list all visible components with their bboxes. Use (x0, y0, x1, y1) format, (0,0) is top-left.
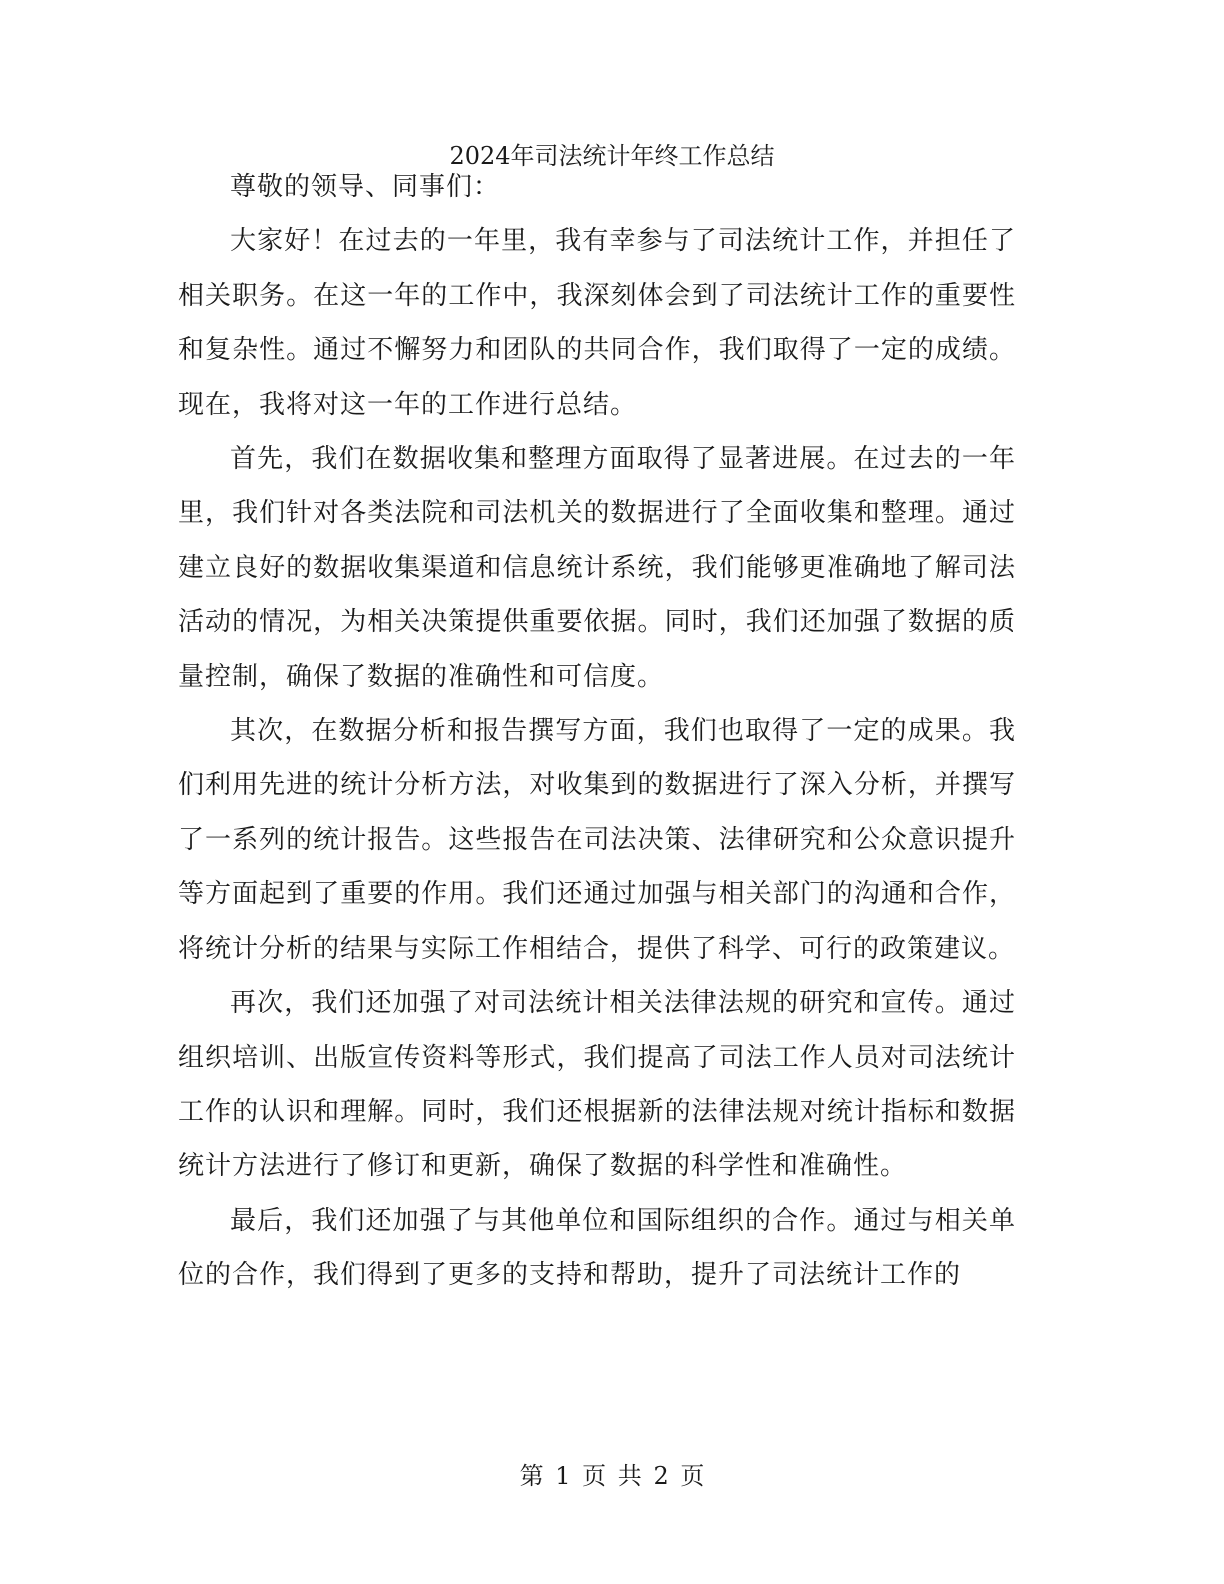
page-number-footer: 第 1 页 共 2 页 (519, 1462, 705, 1490)
salutation: 尊敬的领导、同事们： (230, 172, 501, 202)
paragraph-4: 再次，我们还加强了对司法统计相关法律法规的研究和宣传。通过组织培训、出版宣传资料等形式，我们提高了司法工作人员对司法统计工作的认识和理解。同时，我们还根据新的法律法规对统计指标和数据统计方法进行了修订和更新，确保了数据的科学性和准确性。 (178, 988, 1016, 1182)
paragraph-5: 最后，我们还加强了与其他单位和国际组织的合作。通过与相关单位的合作，我们得到了更多的支持和帮助，提升了司法统计工作的 (178, 1205, 1016, 1291)
paragraph-3: 其次，在数据分析和报告撰写方面，我们也取得了一定的成果。我们利用先进的统计分析方法，对收集到的数据进行了深入分析，并撰写了一系列的统计报告。这些报告在司法决策、法律研究和公众意识提升等方面起到了重要的作用。我们还通过加强与相关部门的沟通和合作，将统计分析的结果与实际工作相结合，提供了科学、可行的政策建议。 (178, 716, 1016, 964)
paragraph-1: 大家好！在过去的一年里，我有幸参与了司法统计工作，并担任了相关职务。在这一年的工作中，我深刻体会到了司法统计工作的重要性和复杂性。通过不懈努力和团队的共同合作，我们取得了一定的成绩。现在，我将对这一年的工作进行总结。 (178, 226, 1016, 420)
paragraph-2: 首先，我们在数据收集和整理方面取得了显著进展。在过去的一年里，我们针对各类法院和司法机关的数据进行了全面收集和整理。通过建立良好的数据收集渠道和信息统计系统，我们能够更准确地了解司法活动的情况，为相关决策提供重要依据。同时，我们还加强了数据的质量控制，确保了数据的准确性和可信度。 (178, 444, 1016, 692)
document-title: 2024年司法统计年终工作总结 (449, 142, 775, 170)
document-body (178, 160, 1016, 1303)
